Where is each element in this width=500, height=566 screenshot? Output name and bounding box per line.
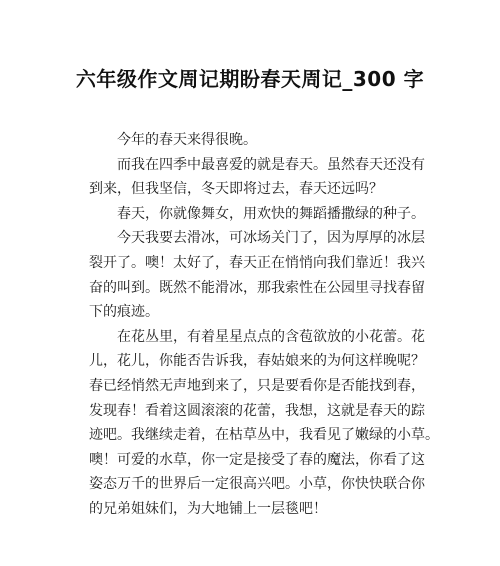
- text-line: 儿，花儿，你能否告诉我，春姑娘来的为何这样晚呢？: [89, 353, 425, 370]
- text-line: 噢！可爱的水草，你一定是接受了春的魔法，你看了这: [89, 451, 425, 468]
- text-line: 春天，你就像舞女，用欢快的舞蹈播撒绿的种子。: [117, 205, 425, 222]
- text-line: 迹吧。我继续走着，在枯草丛中，我看见了嫩绿的小草。: [89, 427, 439, 444]
- document-body: [89, 128, 439, 522]
- text-line: 今天我要去滑冰，可冰场关门了，因为厚厚的冰层: [117, 230, 425, 247]
- document-title: 六年级作文周记期盼春天周记_300 字: [75, 67, 425, 91]
- text-line: 下的痕迹。: [89, 304, 159, 321]
- text-line: 在花丛里，有着星星点点的含苞欲放的小花蕾。花: [117, 328, 425, 345]
- text-line: 到来，但我坚信，冬天即将过去，春天还远吗？: [89, 181, 383, 198]
- text-line: 的兄弟姐妹们，为大地铺上一层毯吧！: [89, 500, 327, 517]
- text-line: 裂开了。噢！太好了，春天正在悄悄向我们靠近！我兴: [89, 254, 425, 271]
- text-line: 奋的叫到。既然不能滑冰，那我索性在公园里寻找春留: [89, 279, 425, 296]
- text-line: 姿态万千的世界后一定很高兴吧。小草，你快快联合你: [89, 476, 425, 493]
- text-line: 发现春！看着这圆滚滚的花蕾，我想，这就是春天的踪: [89, 402, 425, 419]
- text-line: 春已经悄然无声地到来了，只是要看你是否能找到春，: [89, 377, 425, 394]
- text-line: 而我在四季中最喜爱的就是春天。虽然春天还没有: [117, 156, 425, 173]
- text-line: 今年的春天来得很晚。: [117, 132, 257, 148]
